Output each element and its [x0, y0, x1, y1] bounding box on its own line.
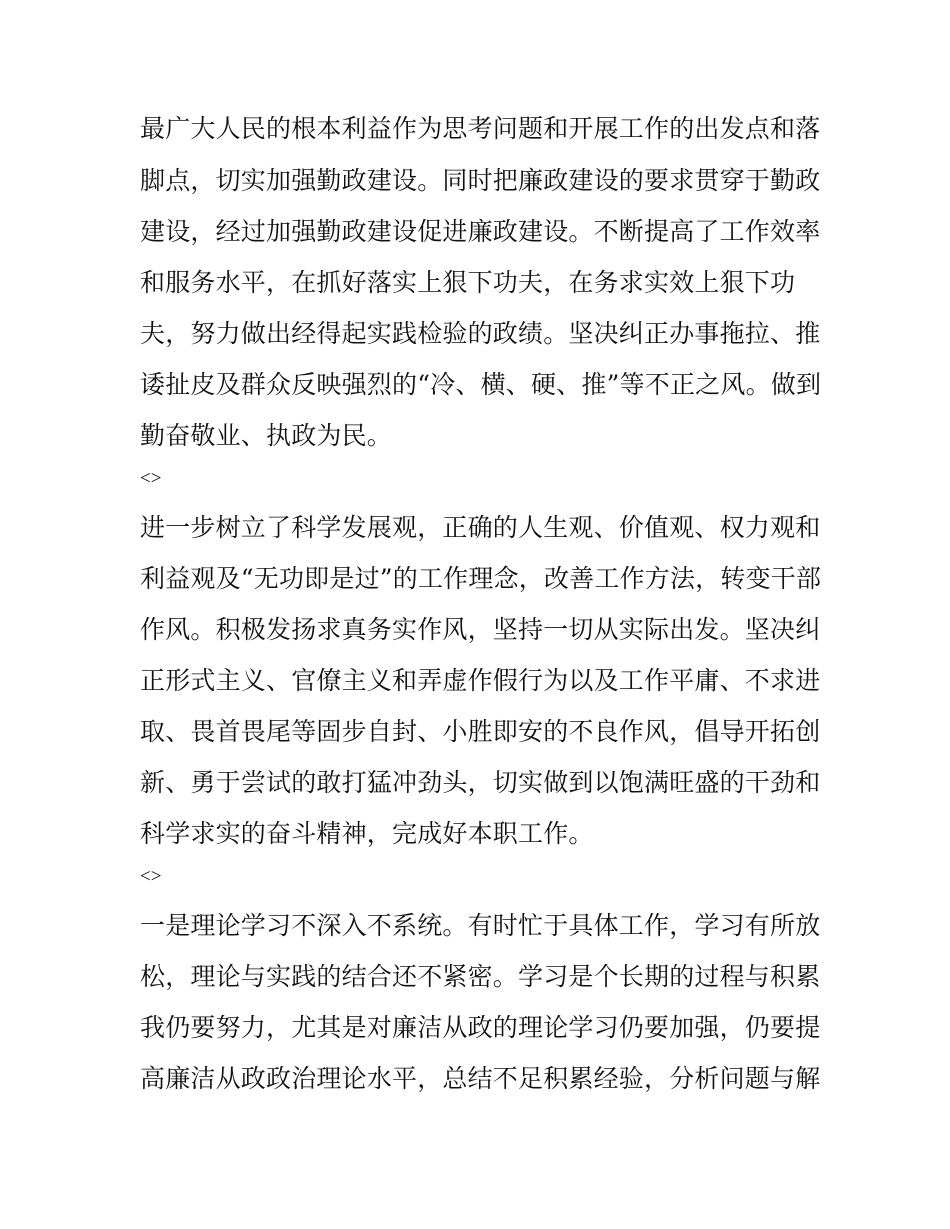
text-line: 取、畏首畏尾等固步自封、小胜即安的不良作风，倡导开拓创	[140, 717, 821, 746]
text-line: 利益观及“无功即是过”的工作理念，改善工作方法，转变干部	[140, 564, 822, 593]
text-line: 脚点，切实加强勤政建设。同时把廉政建设的要求贯穿于勤政	[140, 166, 821, 195]
text-line: 勤奋敬业、执政为民。	[140, 421, 393, 450]
text-line: 松，理论与实践的结合还不紧密。学习是个长期的过程与积累	[140, 962, 821, 991]
text-line: 正形式主义、官僚主义和弄虚作假行为以及工作平庸、不求进	[140, 666, 821, 695]
text-line: 科学求实的奋斗精神，完成好本职工作。	[140, 819, 594, 848]
text-line: 高廉洁从政政治理论水平，总结不足积累经验，分析问题与解	[140, 1064, 821, 1093]
text-line: 建设，经过加强勤政建设促进廉政建设。不断提高了工作效率	[140, 217, 821, 246]
text-line: 最广大人民的根本利益作为思考问题和开展工作的出发点和落	[140, 114, 821, 143]
text-line: 新、勇于尝试的敢打猛冲劲头，切实做到以饱满旺盛的干劲和	[140, 768, 821, 797]
text-line: 作风。积极发扬求真务实作风，坚持一切从实际出发。坚决纠	[140, 615, 821, 644]
text-line: 我仍要努力，尤其是对廉洁从政的理论学习仍要加强，仍要提	[140, 1013, 821, 1042]
section-marker: <>	[140, 468, 162, 489]
text-line: 夫，努力做出经得起实践检验的政绩。坚决纠正办事拖拉、推	[140, 319, 821, 348]
text-line: 和服务水平，在抓好落实上狠下功夫，在务求实效上狠下功	[140, 268, 796, 297]
section-marker: <>	[140, 866, 162, 887]
text-line: 进一步树立了科学发展观，正确的人生观、价值观、权力观和	[140, 513, 821, 542]
text-line: 诿扯皮及群众反映强烈的“冷、横、硬、推”等不正之风。做到	[140, 370, 822, 399]
text-line: 一是理论学习不深入不系统。有时忙于具体工作，学习有所放	[140, 911, 821, 940]
